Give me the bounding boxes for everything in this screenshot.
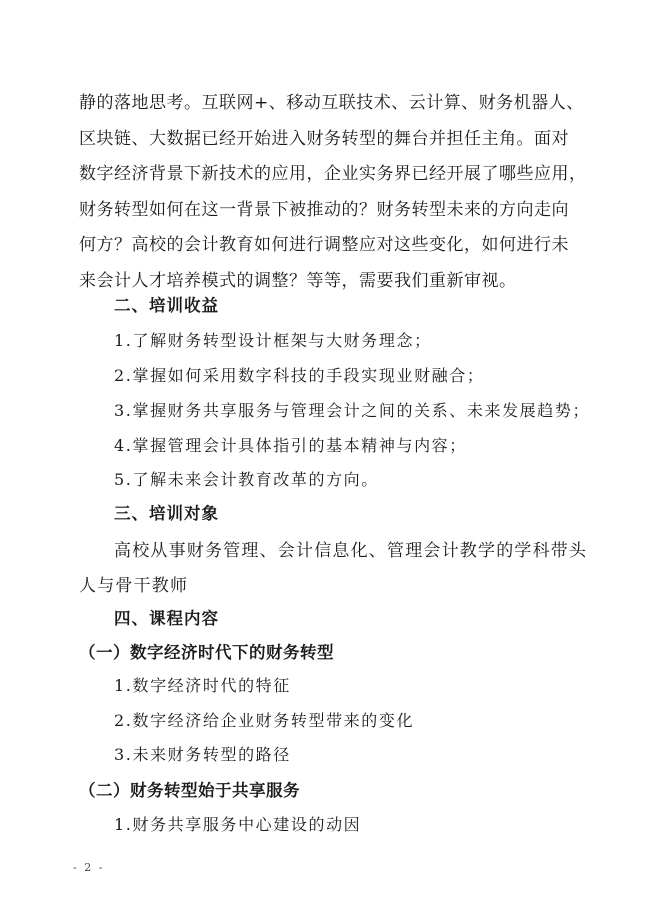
list-item: 2.掌握如何采用数字科技的手段实现业财融合； bbox=[114, 366, 485, 385]
subsection-heading: （一）数字经济时代下的财务转型 bbox=[79, 643, 334, 662]
list-item: 5.了解未来会计教育改革的方向。 bbox=[114, 470, 379, 489]
text-line: 高校从事财务管理、会计信息化、管理会计教学的学科带头 bbox=[114, 541, 588, 561]
list-item: 2.数字经济给企业财务转型带来的变化 bbox=[114, 711, 415, 730]
text-line: 静的落地思考。互联网+、移动互联技术、云计算、财务机器人、 bbox=[79, 93, 584, 113]
text-line: 何方？高校的会计教育如何进行调整应对这些变化，如何进行未 bbox=[79, 235, 569, 256]
list-item: 3.未来财务转型的路径 bbox=[114, 745, 291, 764]
text-line: 来会计人才培养模式的调整？等等，需要我们重新审视。 bbox=[79, 270, 517, 291]
list-item: 1.数字经济时代的特征 bbox=[114, 676, 291, 695]
list-item: 4.掌握管理会计具体指引的基本精神与内容； bbox=[114, 436, 467, 455]
subsection-heading: （二）财务转型始于共享服务 bbox=[79, 781, 300, 800]
text-line: 数字经济背景下新技术的应用，企业实务界已经开展了哪些应用， bbox=[79, 164, 587, 185]
list-item: 1.了解财务转型设计框架与大财务理念； bbox=[114, 331, 432, 350]
section-heading: 二、培训收益 bbox=[114, 296, 219, 315]
intro-paragraph bbox=[79, 86, 587, 300]
body-text bbox=[79, 86, 587, 300]
page-number: - 2 - bbox=[73, 861, 105, 874]
section-heading: 四、课程内容 bbox=[114, 609, 219, 628]
text-line: 人与骨干教师 bbox=[79, 576, 189, 596]
list-item: 3.掌握财务共享服务与管理会计之间的关系、未来发展趋势； bbox=[114, 401, 591, 420]
section-heading: 三、培训对象 bbox=[114, 504, 219, 523]
list-item: 1.财务共享服务中心建设的动因 bbox=[114, 815, 362, 834]
text-line: 财务转型如何在这一背景下被推动的？财务转型未来的方向走向 bbox=[79, 199, 569, 220]
text-line: 区块链、大数据已经开始进入财务转型的舞台并担任主角。面对 bbox=[79, 128, 569, 149]
